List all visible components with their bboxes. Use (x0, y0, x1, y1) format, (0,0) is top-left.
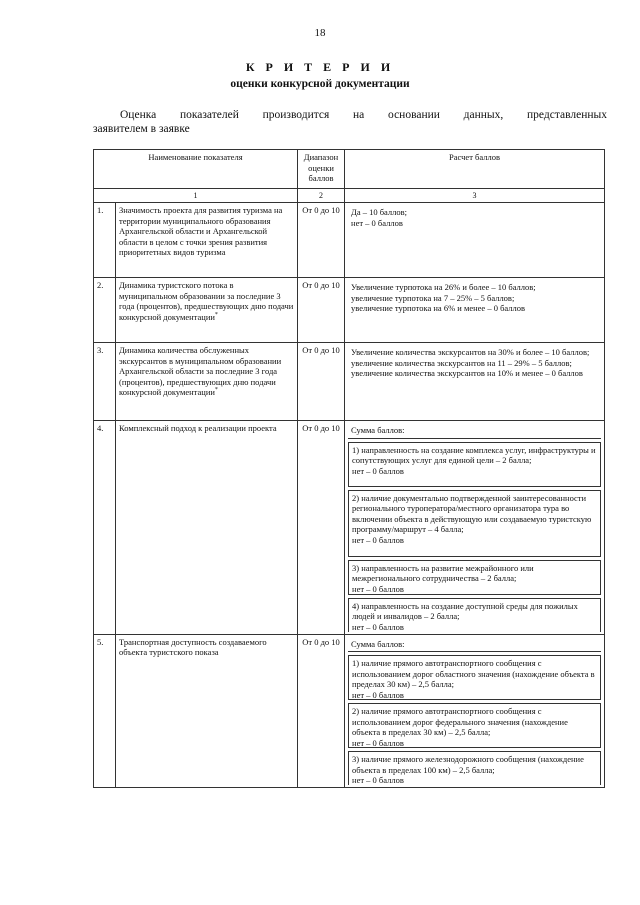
sub-criterion: 4) направленность на создание доступной среды для пожилых людей и инвалидов – 2 балла; нет – 0 баллов (348, 598, 601, 632)
row-indicator (116, 421, 298, 635)
table-row (94, 343, 605, 421)
document-subtitle: оценки конкурсной документации (230, 78, 410, 90)
row-indicator-text: Транспортная доступность создаваемого объекта туристского показа (119, 636, 267, 657)
sub-criterion: 3) наличие прямого железнодорожного сообщения (нахождение объекта в пределах 100 км) – 2,5 балла; нет – 0 баллов (348, 751, 601, 785)
page-number: 18 (314, 27, 326, 39)
sum-label: Сумма баллов: (348, 423, 601, 439)
sub-criterion: 2) наличие прямого автотранспортного сообщения с использованием дорог федерального значения (нахождение объекта в пределах 30 км) – 2,5 балла; нет – 0 баллов (348, 703, 601, 748)
header-name: Наименование показателя (94, 150, 298, 189)
row-calc (345, 343, 605, 421)
header-range: Диапазон оценки баллов (298, 150, 345, 189)
table-row (94, 421, 605, 635)
footnote-marker: * (214, 387, 218, 394)
row-calc (345, 634, 605, 788)
row-indicator (116, 634, 298, 788)
column-number: 2 (298, 189, 345, 203)
sub-criterion: 1) наличие прямого автотранспортного сообщения с использованием дорог областного значения (нахождение объекта в пределах 30 км) – 2,5 балла; нет – 0 баллов (348, 655, 601, 700)
criteria-table (93, 149, 605, 788)
row-indicator (116, 278, 298, 343)
intro-line-1: Оценка показателей производится на основании данных, представленных (120, 109, 607, 121)
column-number-row (94, 189, 605, 203)
sub-criterion: 2) наличие документально подтвержденной заинтересованности регионального туроператора/местного организатора тура во включении объекта в действующую или создаваемую туристскую программу/маршрут – 4 балла; нет – 0 баллов (348, 490, 601, 557)
intro-line-2: заявителем в заявке (93, 123, 190, 135)
table-row (94, 634, 605, 788)
table-header-row (94, 150, 605, 189)
document-title: К Р И Т Е Р И И (245, 60, 395, 74)
row-range: От 0 до 10 (298, 343, 345, 421)
row-indicator (116, 203, 298, 278)
sub-criterion: 1) направленность на создание комплекса услуг, инфраструктуры и сопутствующих услуг для единой цели – 2 балла; нет – 0 баллов (348, 442, 601, 487)
sub-criterion: 3) направленность на развитие межрайонного или межрегионального сотрудничества – 2 балла; нет – 0 баллов (348, 560, 601, 595)
row-number: 2. (94, 278, 116, 343)
row-indicator-text: Значимость проекта для развития туризма на территории муниципального образования Архангельской области и Архангельской области в целом с точки зрения развития приоритетных видов туризма (119, 205, 283, 257)
row-indicator-text: Комплексный подход к реализации проекта (119, 423, 277, 433)
row-range: От 0 до 10 (298, 421, 345, 635)
row-calc (345, 203, 605, 278)
row-calc (345, 421, 605, 635)
row-range: От 0 до 10 (298, 634, 345, 788)
calc-text: Увеличение турпотока на 26% и более – 10 баллов; увеличение турпотока на 7 – 25% – 5 баллов; увеличение турпотока на 6% и менее – 0 баллов (351, 282, 536, 313)
row-calc (345, 278, 605, 343)
row-number: 1. (94, 203, 116, 278)
calc-text: Да – 10 баллов; нет – 0 баллов (351, 207, 407, 228)
table-row (94, 203, 605, 278)
row-indicator-text: Динамика туристского потока в муниципальном образовании за последние 3 года (процентов), предшествующих дню подачи конкурсной документации (119, 280, 294, 322)
table-row (94, 278, 605, 343)
header-calc: Расчет баллов (345, 150, 605, 189)
row-indicator-text: Динамика количества обслуженных экскурсантов в муниципальном образовании Архангельской области за последние 3 года (процентов), предшествующих дню подачи конкурсной документации (119, 345, 282, 397)
row-range: От 0 до 10 (298, 203, 345, 278)
footnote-marker: * (214, 311, 218, 318)
column-number: 1 (94, 189, 298, 203)
row-number: 3. (94, 343, 116, 421)
row-range: От 0 до 10 (298, 278, 345, 343)
calc-text: Увеличение количества экскурсантов на 30% и более – 10 баллов; увеличение количества экскурсантов на 11 – 29% – 5 баллов; увеличение количества экскурсантов на 10% и менее – 0 баллов (351, 347, 590, 378)
row-number: 4. (94, 421, 116, 635)
column-number: 3 (345, 189, 605, 203)
row-indicator (116, 343, 298, 421)
intro-paragraph (93, 108, 607, 136)
row-number: 5. (94, 634, 116, 788)
sum-label: Сумма баллов: (348, 637, 601, 653)
